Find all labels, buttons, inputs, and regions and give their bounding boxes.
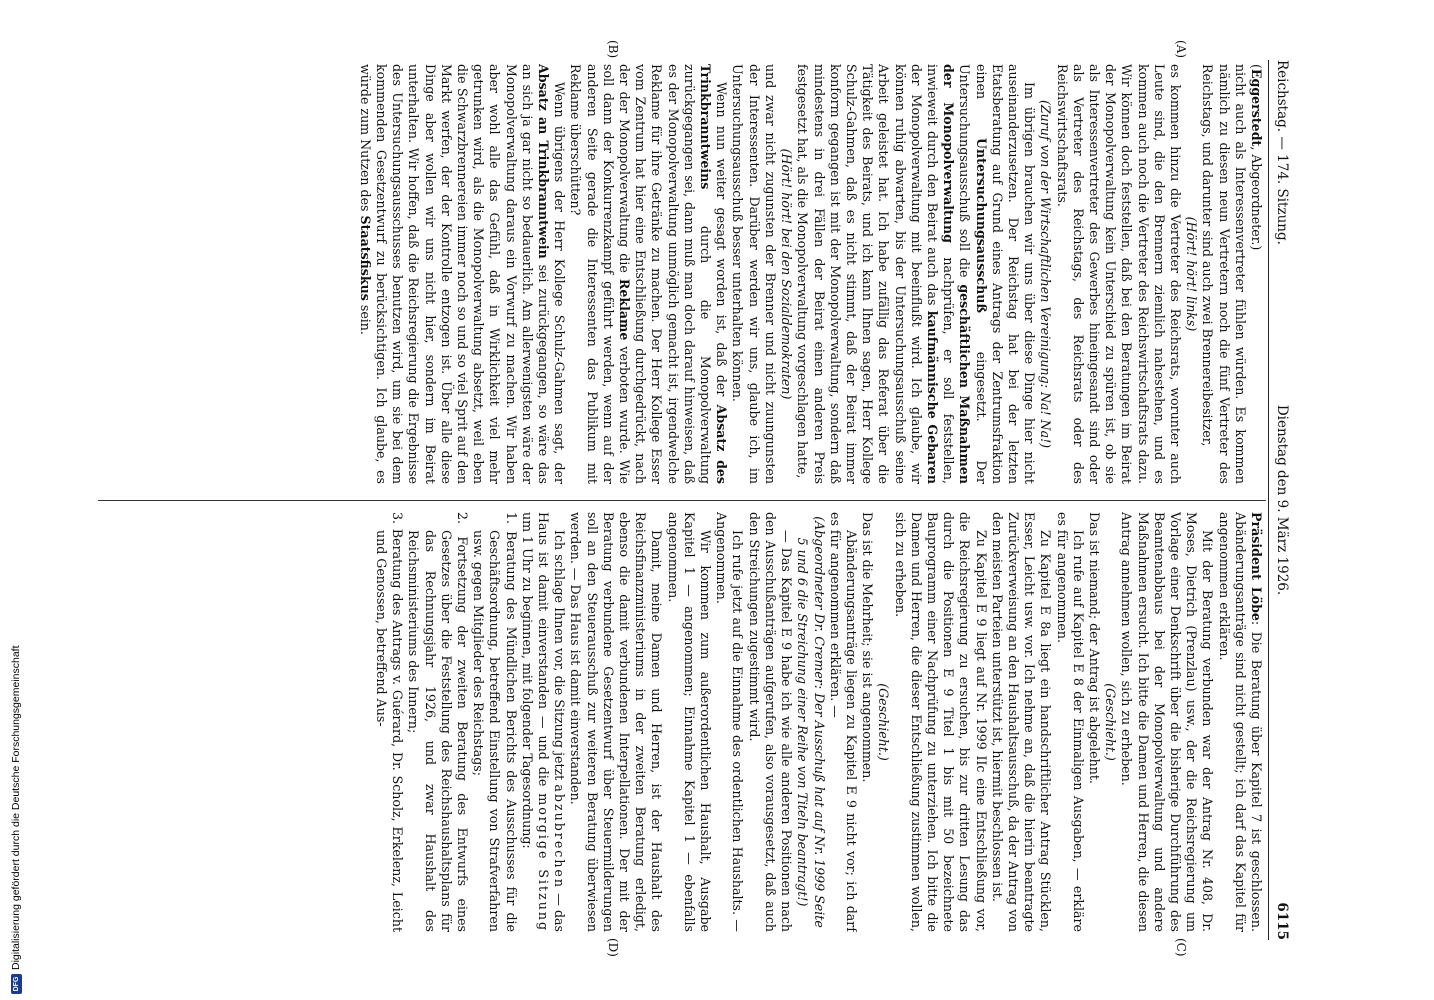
paragraph: Wenn übrigens der Herr Kollege Schulz-Gahmen sagt, der Absatz an Trinkbranntwein sei zurückgegangen, so wäre das an sich ja gar nicht so bedauerlich. Am allerwenigsten wäre der Monopolverwaltung daraus ein Vorwurf zu machen. Wir haben aber wohl alle das Gefühl, daß in Wirklichkeit viel mehr getrunken wird, als die Monopolverwaltung absetzt, weil eben die Schwarzbrennereien immer noch so und so viel Sprit auf den Markt werfen, der der Kontrolle entzogen ist. Über alle diese Dinge aber wollen wir uns nicht hier, sondern im Beirat unterhalten. Wir hoffen, daß die Reichsregierung die Ergebnisse des Untersuchungsausschusses benutzen wird, um sie bei dem kommenden Gesetzentwurf zu berücksichtigen. Ich glaube, es würde zum Nutzen des Staatsfiskus sein. (357, 64, 568, 484)
paragraph: — Das Kapitel E 9 habe ich wie alle anderen Positionen nach den Ausschußanträgen aufgerufen, also vorausgesetzt, daß auch den Streichungen zugestimmt wird. (746, 512, 795, 932)
paragraph: (Geschieht.) (1103, 683, 1119, 761)
paragraph: 3. Beratung des Antrags v. Guérard, Dr. Scholz, Erkelenz, Leicht und Genossen, betreffend Aus- (374, 512, 406, 932)
paragraph: nicht auch als Interessenvertreter fühlen würden. Es kommen nämlich zu diesen neun Vertretern noch die fünf Vertreter des Reichstags, und darunter sind auch zwei Brennereibesitzer, (1200, 64, 1248, 484)
paragraph: Mit der Beratung verbunden war der Antrag Nr. 408, Dr. Moses, Dietrich (Prenzlau) usw., der die Reichsregierung um Vorlage einer Denkschrift über die bisherige Durchführung des Beamtenabbaus bei der Monopolverwaltung und andere Maßnahmen ersucht. Ich bitte die Damen und Herren, die diesen Antrag annehmen wollen, sich zu erheben. (1119, 512, 1216, 932)
paragraph: (Abgeordneter Dr. Cremer: Der Ausschuß hat auf Nr. 1999 Seite 5 und 6 die Streichung einer Reihe von Titeln beantragt!) (795, 516, 827, 928)
digitization-credit-text: Digitalisierung gefördert durch die Deutsche Forschungsgemeinschaft (10, 645, 22, 970)
page-header (1270, 60, 1294, 940)
paragraph: Abänderungsanträge liegen zu Kapitel E 9 nicht vor; ich darf es für angenommen erklären. — (827, 512, 859, 932)
paragraph: es kommen hinzu die Vertreter des Reichsrats, worunter auch Leute sind, die den Brennern ziemlich nahestehen, und es kommen auch noch die Vertreter des Reichswirtschaftsrats dazu. Wir können doch feststellen, daß bei den Beratungen im Beirat der Monopolverwaltung kein Unterschied zu spüren ist, ob sie als Interessenvertreter des Gewerbes hineingesandt sind oder als Vertreter des Reichstags, des Reichsrats oder des Reichswirtschaftsrats. (1054, 64, 1183, 484)
paragraph: Ich rufe jetzt auf die Einnahme des ordentlichen Haushalts. — Angenommen. (714, 512, 746, 932)
left-column (100, 64, 1264, 484)
header-rule (1268, 60, 1269, 940)
column-divider (98, 500, 1266, 501)
paragraph: (Hört! hört! bei den Sozialdemokraten) (779, 148, 795, 400)
paragraph: (Zuruf von der Wirtschaftlichen Vereinigung: Na! Na!) (1038, 99, 1054, 449)
paragraph: (Eggerstedt, Abgeordneter.) (1249, 64, 1264, 251)
margin-mark-a: (A) (1174, 40, 1188, 59)
paragraph: Wir kommen zum außerordentlichen Haushalt, Ausgabe Kapitel 1 — angenommen; Einnahme Kapitel 1 — ebenfalls angenommen. (665, 512, 714, 932)
margin-mark-d: (D) (606, 938, 620, 957)
paragraph: Zu Kapitel E 8a liegt ein handschriftlicher Antrag Stücklen, Esser, Leicht usw. vor. Ich nehme an, daß die hierin beantragte Zurückverweisung an den Haushaltsausschuß, da der Antrag von den meisten Parteien unterstützt ist, hiermit beschlossen ist. (989, 512, 1054, 932)
page-number: 6115 (1274, 902, 1290, 940)
paragraph: und zwar nicht zugunsten der Brenner und nicht zuungunsten der Interessenten. Darüber werden wir uns, glaube ich, im Untersuchungsausschuß besser unterhalten können. (730, 64, 778, 484)
paragraph: Das ist die Mehrheit; sie ist angenommen. (860, 512, 876, 783)
paragraph: Das ist niemand; der Antrag ist abgelehnt. (1086, 512, 1102, 784)
paragraph: (Hört! hört! links) (1184, 216, 1200, 332)
paragraph: 2. Fortsetzung der zweiten Beratung des Entwurfs eines Gesetzes über die Feststellung des Reichshaushaltsplans für das Rechnungsjahr 1926, und zwar Haushalt des Reichsministeriums des Innern; (406, 512, 471, 932)
paragraph: (Geschieht.) (876, 683, 892, 761)
dfg-logo: DFG (11, 974, 22, 994)
header-date: Dienstag den 9. März 1926. (1274, 404, 1290, 596)
right-column (100, 512, 1264, 932)
paragraph: 1. Beratung des Mündlichen Berichts des Ausschusses für die Geschäftsordnung, betreffend Einstellung von Strafverfahren usw. gegen Mitglieder des Reichstags; (471, 512, 519, 932)
paragraph: Im übrigen brauchen wir uns über diese Dinge hier nicht auseinanderzusetzen. Der Reichstag hat bei der letzten Etatsberatung auf Grund eines Antrags der Zentrumsfraktion einen Untersuchungsausschuß eingesetzt. Der Untersuchungsausschuß soll die geschäftlichen Maßnahmen der Monopolverwaltung nachprüfen, er soll feststellen, inwieweit durch den Beirat auch das kaufmännische Gebaren der Monopolverwaltung mit beeinflußt wird. Ich glaube, wir können ruhig abwarten, bis der Untersuchungsausschuß seine Arbeit geleistet hat. Ich habe zufällig das Referat über die Tätigkeit des Beirats, und ich kann Ihnen sagen, Herr Kollege Schulz-Gahmen, daß es nicht stimmt, daß der Beirat immer konform gegangen ist mit der Monopolverwaltung, sondern daß mindestens in drei Fällen der Beirat einen anderen Preis festgesetzt hat, als die Monopolverwaltung vorgeschlagen hatte, (795, 64, 1038, 484)
paragraph: Damit, meine Damen und Herren, ist der Haushalt des Reichsfinanzministeriums in der zweiten Beratung erledigt, ebenso die damit verbundenen Interpellationen. Der mit der Beratung verbundene Gesetzentwurf über Steuermilderungen soll an den Steuerausschuß zur weiteren Beratung überwiesen werden. — Das Haus ist damit einverstanden. (568, 512, 665, 932)
paragraph: Ich schlage Ihnen vor, die Sitzung jetzt abzubrechen — das Haus ist damit einverstanden — und die morgige Sitzung um 1 Uhr zu beginnen, mit folgender Tagesordnung: (519, 512, 568, 932)
margin-mark-c: (C) (1174, 938, 1188, 957)
paragraph: Zu Kapitel E 9 liegt auf Nr. 1999 IIc eine Entschließung vor, die Reichsregierung zu ersuchen, bis zur dritten Lesung das durch die Positionen E 9 Titel 1 bis mit 50 bezeichnete Bauprogramm einer Nachprüfung zu unterziehen. Ich bitte die Damen und Herren, die dieser Entschließung zustimmen wollen, sich zu erheben. (892, 512, 989, 932)
paragraph: Präsident Löbe: Die Beratung über Kapitel 7 ist geschlossen. Abänderungsanträge sind nicht gestellt; ich darf das Kapitel für angenommen erklären. (1216, 512, 1264, 932)
margin-mark-b: (B) (606, 40, 620, 59)
paragraph: Wenn nun weiter gesagt worden ist, daß der Absatz des Trinkbranntweins durch die Monopolverwaltung zurückgegangen sei, dann muß man doch darauf hinweisen, daß es der Monopolverwaltung unmöglich gemacht ist, irgendwelche Reklame für ihre Getränke zu machen. Der Herr Kollege Esser vom Zentrum hat hier eine Entschließung durchgedrückt, nach der der Monopolverwaltung die Reklame verboten wurde. Wie soll dann der Konkurrenzkampf geführt werden, wenn auf der anderen Seite gerade die Interessenten das Publikum mit Reklame überschütten? (568, 64, 730, 484)
header-session: Reichstag. — 174. Sitzung. (1274, 60, 1290, 245)
paragraph: Ich rufe auf Kapitel E 8 der Einmaligen Ausgaben, — erkläre es für angenommen. (1054, 512, 1086, 932)
